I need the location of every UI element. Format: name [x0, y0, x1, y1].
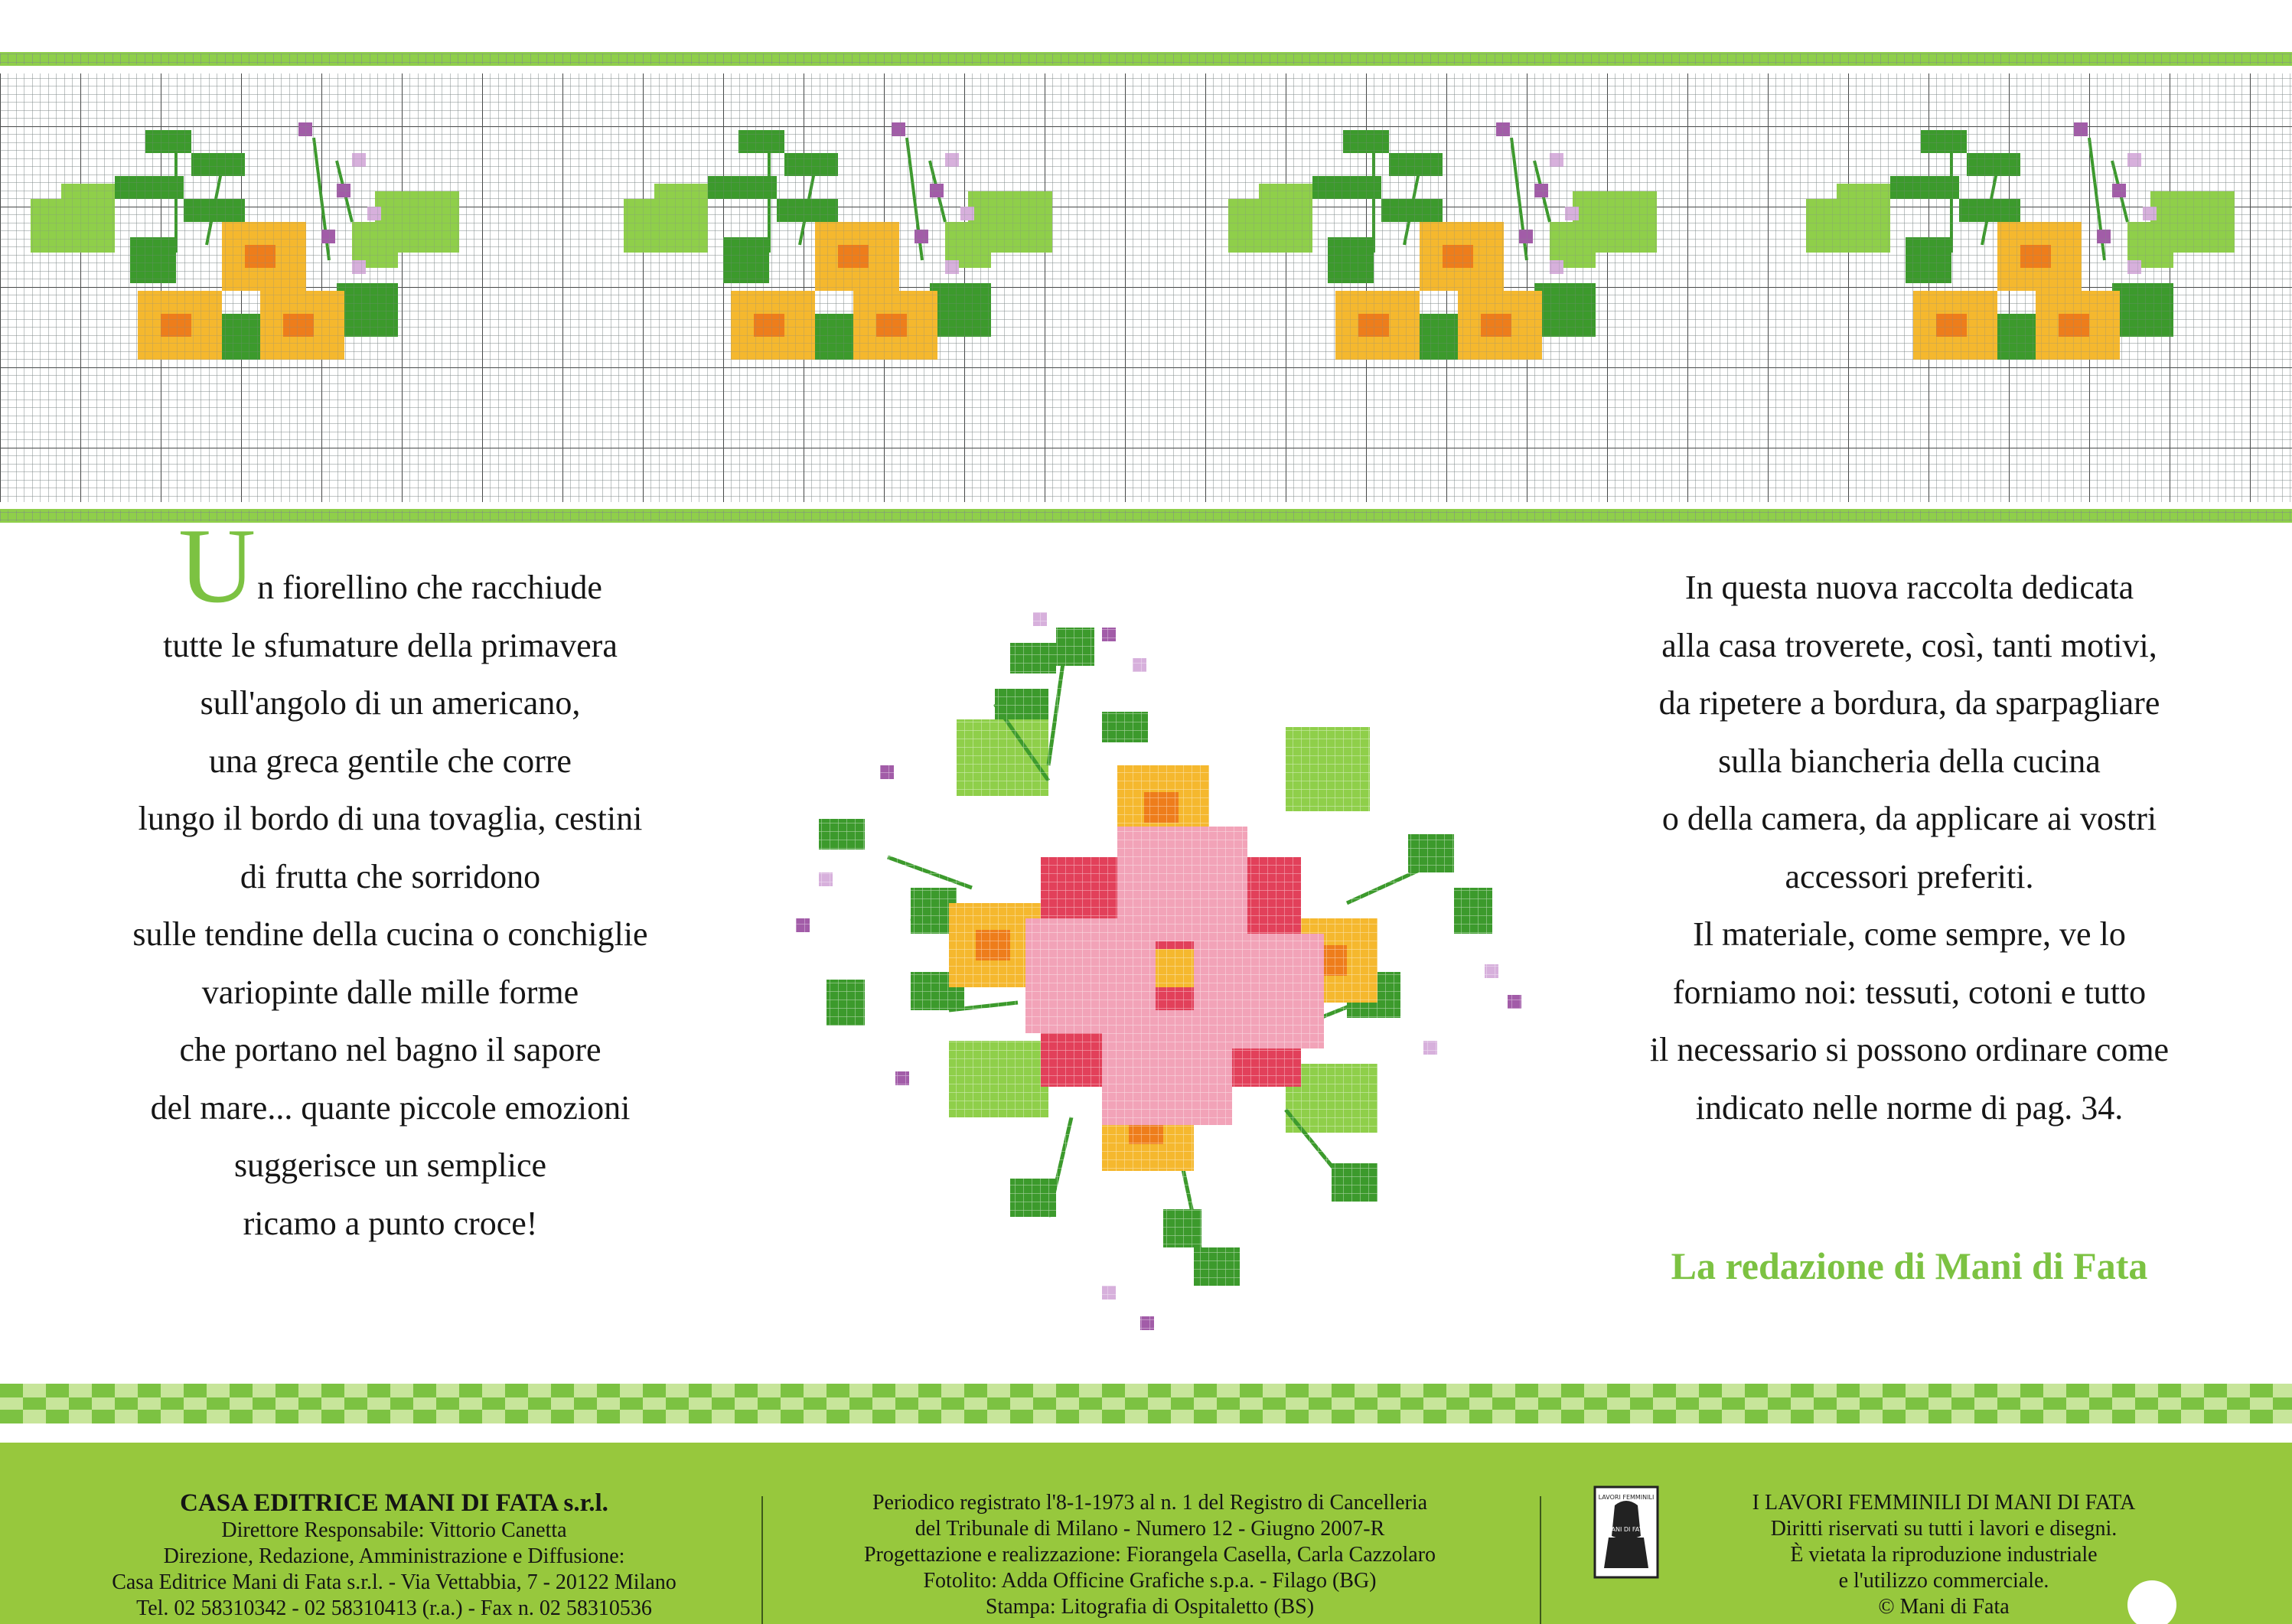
intro-line: ricamo a punto croce! [243, 1204, 538, 1242]
footer-divider [761, 1496, 763, 1624]
checkered-divider-band [0, 1384, 2292, 1423]
publisher-line: Tel. 02 58310342 - 02 58310413 (r.a.) - Fax n. 02 58310536 [136, 1596, 652, 1620]
cross-stitch-border-chart [0, 46, 2292, 536]
footer-divider [1540, 1496, 1541, 1624]
rights-line: © Mani di Fata [1878, 1595, 2010, 1619]
intro-line: variopinte dalle mille forme [201, 973, 579, 1011]
intro-line: di frutta che sorridono [240, 857, 541, 895]
registration-line: Periodico registrato l'8-1-1973 al n. 1 del Registro di Cancelleria [872, 1491, 1428, 1515]
rights-line: e l'utilizzo commerciale. [1838, 1569, 2049, 1593]
intro-text-column [69, 507, 712, 1252]
drop-cap-letter: U [178, 507, 256, 625]
editorial-line: accessori preferiti. [1785, 857, 2034, 895]
publisher-info [31, 1489, 758, 1622]
registration-line: Fotolito: Adda Officine Grafiche s.p.a. - Filago (BG) [923, 1569, 1377, 1593]
intro-line: sull'angolo di un americano, [200, 684, 581, 722]
editorial-line: forniamo noi: tessuti, cotoni e tutto [1672, 973, 2147, 1011]
intro-line: tutte le sfumature della primavera [163, 626, 618, 664]
editorial-line: sulla biancheria della cucina [1718, 742, 2101, 780]
intro-line: che portano nel bagno il sapore [179, 1031, 602, 1068]
registration-line: Progettazione e realizzazione: Fiorangela Casella, Carla Cazzolaro [863, 1543, 1436, 1567]
editorial-line: indicato nelle norme di pag. 34. [1695, 1088, 2124, 1127]
intro-first-line [69, 507, 712, 625]
registration-line: del Tribunale di Milano - Numero 12 - Giugno 2007-R [915, 1517, 1385, 1541]
publisher-line: Direttore Responsabile: Vittorio Canetta [221, 1518, 567, 1542]
editorial-line: Il materiale, come sempre, ve lo [1693, 915, 2126, 953]
page-corner-dot [2127, 1580, 2176, 1624]
editorial-signature: La redazione di Mani di Fata [1671, 1244, 2148, 1287]
editorial-line: In questa nuova raccolta dedicata [1684, 569, 2134, 606]
publisher-line: Direzione, Redazione, Amministrazione e Diffusione: [163, 1544, 625, 1568]
intro-line: del mare... quante piccole emozioni [150, 1088, 631, 1127]
registration-info [773, 1490, 1527, 1620]
rights-line: Diritti riservati su tutti i lavori e disegni. [1770, 1517, 2118, 1541]
editorial-line: alla casa troverete, così, tanti motivi, [1661, 626, 2157, 664]
intro-first-line-text: n fiorellino che racchiude [257, 569, 602, 606]
publisher-name: CASA EDITRICE MANI DI FATA s.r.l. [180, 1489, 608, 1517]
registration-line: Stampa: Litografia di Ospitaletto (BS) [985, 1595, 1315, 1619]
rights-line: È vietata la riproduzione industriale [1790, 1543, 2098, 1567]
seal-text: MANI DI FATA [1606, 1526, 1647, 1533]
editorial-text-column [1584, 559, 2235, 1136]
editorial-line: da ripetere a bordura, da sparpagliare [1658, 684, 2160, 722]
cross-stitch-flower-motif [796, 612, 1531, 1332]
rights-line: I LAVORI FEMMINILI DI MANI DI FATA [1752, 1491, 2136, 1515]
mani-di-fata-seal-icon [1592, 1482, 1661, 1582]
intro-line: una greca gentile che corre [209, 742, 572, 780]
intro-line: lungo il bordo di una tovaglia, cestini [138, 800, 643, 837]
colophon-footer [0, 1443, 2292, 1624]
editorial-line: o della camera, da applicare ai vostri [1661, 800, 2157, 837]
intro-line: suggerisce un semplice [233, 1146, 547, 1184]
publisher-line: Casa Editrice Mani di Fata s.r.l. - Via Vettabbia, 7 - 20122 Milano [112, 1570, 677, 1594]
seal-text: LAVORI FEMMINILI [1598, 1494, 1655, 1501]
editorial-line: il necessario si possono ordinare come [1649, 1031, 2170, 1068]
intro-line: sulle tendine della cucina o conchiglie [132, 915, 648, 953]
